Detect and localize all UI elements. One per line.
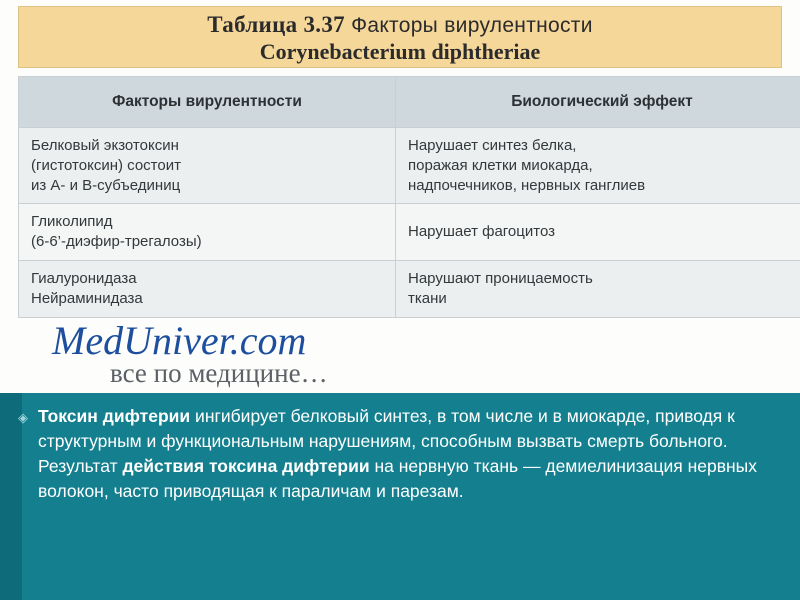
- table-row: [19, 260, 800, 317]
- cell-line: из А- и В-субъединиц: [31, 176, 181, 194]
- cell-line: поражая клетки миокарда,: [408, 156, 593, 174]
- cell-line: надпочечников, нервных ганглиев: [408, 176, 646, 194]
- watermark-site: MedUniver.com: [52, 318, 307, 363]
- cell-effect: [396, 204, 800, 261]
- cell-factor: [19, 260, 396, 317]
- table-row: [19, 204, 800, 261]
- column-header-factors: Факторы вирулентности: [19, 77, 396, 128]
- cell-line: Белковый экзотоксин: [31, 137, 179, 154]
- watermark: [52, 318, 612, 389]
- column-header-effects: Биологический эффект: [396, 77, 800, 128]
- cell-effect: [396, 128, 800, 204]
- cell-effect: [396, 260, 800, 317]
- watermark-tagline: все по медицине…: [110, 358, 328, 388]
- table-title-rest: Факторы вирулентности: [344, 14, 593, 37]
- cell-factor: [19, 204, 396, 261]
- table-header-row: [19, 77, 800, 128]
- cell-line: Гиалуронидаза: [31, 269, 137, 287]
- table-title-line1: [19, 12, 781, 38]
- table-head: [19, 77, 800, 128]
- bullet-paragraph: [38, 404, 774, 503]
- cell-line: (гистотоксин) состоит: [31, 156, 181, 174]
- emphasis-toxin-1: Токсин дифтерии: [38, 406, 191, 426]
- emphasis-toxin-2: действия токсина дифтерии: [122, 455, 370, 476]
- bullet-icon: ◈: [18, 410, 28, 425]
- cell-line: Нарушают проницаемость: [408, 269, 593, 287]
- virulence-factors-table: [18, 76, 800, 318]
- table-title-line2: Corynebacterium diphtheriae: [259, 39, 541, 64]
- paragraph-part-2: на нервную ткань — демиелинизация нервных волокон, часто приводящая к параличам и парезам.: [38, 455, 758, 501]
- cell-line: Нейраминидаза: [31, 289, 143, 307]
- table-body: [19, 128, 800, 318]
- cell-line: ткани: [408, 289, 447, 307]
- cell-line: (6-6’-диэфир-трегалозы): [31, 233, 202, 251]
- cell-line: Нарушает фагоцитоз: [408, 223, 555, 241]
- paragraph-part-1: ингибирует белковый синтез, в том числе и в миокарде, приводя к структурным и функциональным нарушениям, способным вызвать смерть больного. Результат: [38, 406, 735, 476]
- table-title: [18, 6, 782, 68]
- body-text-block: [0, 398, 800, 503]
- cell-line: Гликолипид: [31, 213, 113, 231]
- cell-factor: [19, 128, 396, 204]
- table-row: [19, 128, 800, 204]
- bullet-item: [18, 404, 774, 503]
- cell-line: Нарушает синтез белка,: [408, 137, 577, 154]
- table-number: Таблица 3.37: [207, 12, 345, 37]
